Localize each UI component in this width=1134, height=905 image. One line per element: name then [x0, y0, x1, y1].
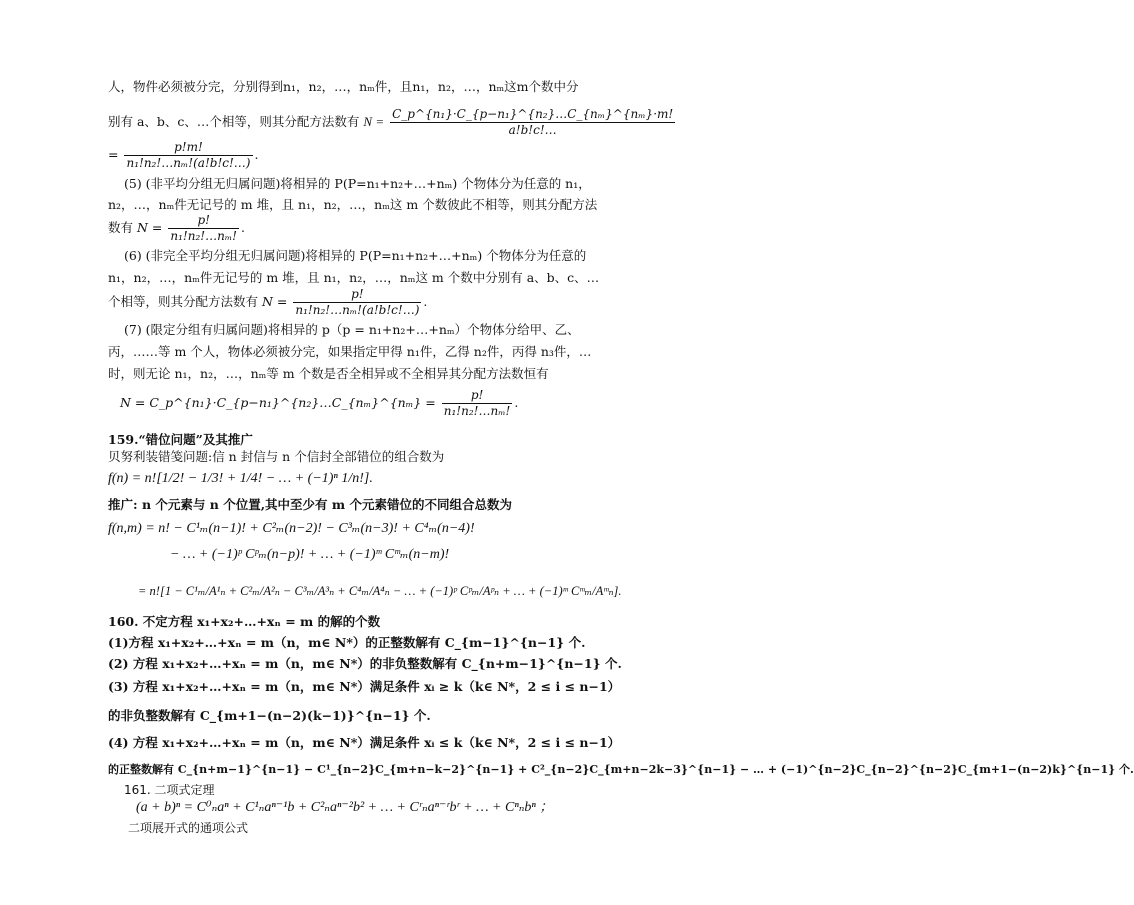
text-line-24: (4) 方程 x₁+x₂+…+xₙ = m（n，m∈ N*）满足条件 xᵢ ≤ k（k∈ N*，2 ≤ i ≤ n−1）	[108, 735, 621, 750]
text-line-5: n₂，…，nₘ件无记号的 m 堆，且 n₁，n₂，…，nₘ这 m 个数彼此不相等，则其分配方法	[108, 197, 598, 212]
fraction-formula: $\frac{p!m!}{\text{n₁!n₂!…nₘ!(a!b!c!…)}}$	[126, 140, 251, 170]
fraction-formula: $\frac{p!}{\text{n₁!n₂!…nₘ!}}$	[170, 213, 238, 243]
text-line-14: 贝努利装错笺问题:信 n 封信与 n 个信封全部错位的组合数为	[108, 449, 445, 464]
formula-line-19: = n![1 − C¹ₘ/A¹ₙ + C²ₘ/A²ₙ − C³ₘ/A³ₙ + C⁴ₘ/A⁴ₙ − … + (−1)ᵖ Cᵖₘ/Aᵖₙ + … + (−1)ᵐ Cᵐₘ/Aᵐₙ].	[138, 584, 622, 598]
text-line-21: (2) 方程 x₁+x₂+…+xₙ = m（n，m∈ N*）的非负整数解有 C_{n+m−1}^{n−1} 个.	[108, 656, 622, 671]
text-line-3: = $\frac{p!m!}{\text{n₁!n₂!…nₘ!(a!b!c!…)}}$ .	[108, 140, 259, 170]
text-line-9: 个相等，则其分配方法数有 N = $\frac{p!}{\text{n₁!n₂!…nₘ!(a!b!c!…)}}$ .	[108, 287, 428, 317]
formula-line-13: N = C_p^{n₁}·C_{p−n₁}^{n₂}…C_{nₘ}^{nₘ} = $\frac{p!}{\text{n₁!n₂!…nₘ!}}$ .	[120, 388, 519, 418]
formula-line-18: − … + (−1)ᵖ Cᵖₘ(n−p)! + … + (−1)ᵐ Cᵐₘ(n−m)!	[170, 547, 450, 562]
text-line-2: 别有 a、b、c、…个相等，则其分配方法数有 N = $\frac{\text{C\_p\textasciicircum{}\{n₁\}·C\_\{p−n₁\}\textasciicircum{}\{n₂\}…C\_\{nₘ\}\textasciicircum{}\{nₘ\}·m!}}{a!b!c!\dots}$	[108, 107, 674, 137]
formula-line-17: f(n,m) = n! − C¹ₘ(n−1)! + C²ₘ(n−2)! − C³ₘ(n−3)! + C⁴ₘ(n−4)!	[108, 521, 475, 536]
section-heading-161: 161. 二项式定理	[124, 783, 215, 797]
section-heading-159: 159.“错位问题”及其推广	[108, 432, 253, 447]
text-line-25: 的正整数解有 C_{n+m−1}^{n−1} − C¹_{n−2}C_{m+n−k−2}^{n−1} + C²_{n−2}C_{m+n−2k−3}^{n−1} − … + (−1)^{n−2}C_{n−2}^{n−2}C_{m+1−(n−2)k}^{n−1} 个.	[108, 763, 1134, 776]
fraction-formula: $\frac{p!}{\text{n₁!n₂!…nₘ!(a!b!c!…)}}$	[295, 287, 420, 317]
section-heading-160: 160. 不定方程 x₁+x₂+…+xₙ = m 的解的个数	[108, 614, 381, 629]
text-line-12: 时，则无论 n₁，n₂，…，nₘ等 m 个数是否全相异或不全相异其分配方法数恒有	[108, 366, 549, 381]
fraction-formula: $\frac{p!}{\text{n₁!n₂!…nₘ!}}$	[443, 388, 511, 418]
formula-line-26: (a + b)ⁿ = C⁰ₙaⁿ + C¹ₙaⁿ⁻¹b + C²ₙaⁿ⁻²b² + … + Cʳₙaⁿ⁻ʳbʳ + … + Cⁿₙbⁿ ；	[136, 800, 554, 815]
formula-line-15: f(n) = n![1/2! − 1/3! + 1/4! − … + (−1)ⁿ 1/n!].	[108, 471, 373, 486]
text-line-27: 二项展开式的通项公式	[128, 821, 249, 835]
text-line-4: (5) (非平均分组无归属问题)将相异的 P(P=n₁+n₂+…+nₘ) 个物体分为任意的 n₁，	[124, 176, 591, 191]
text-line-20: (1)方程 x₁+x₂+…+xₙ = m（n，m∈ N*）的正整数解有 C_{m−1}^{n−1} 个.	[108, 635, 586, 650]
text-line-11: 丙，……等 m 个人，物体必须被分完，如果指定甲得 n₁件，乙得 n₂件，丙得 n₃件，…	[108, 344, 592, 359]
text-line-10: (7) (限定分组有归属问题)将相异的 p（p = n₁+n₂+…+nₘ）个物体分给甲、乙、	[124, 322, 580, 337]
text-line-8: n₁，n₂，…，nₘ件无记号的 m 堆，且 n₁，n₂，…，nₘ这 m 个数中分别有 a、b、c、…	[108, 270, 600, 285]
text-line-22: (3) 方程 x₁+x₂+…+xₙ = m（n，m∈ N*）满足条件 xᵢ ≥ k（k∈ N*，2 ≤ i ≤ n−1）	[108, 679, 621, 694]
text-line-23: 的非负整数解有 C_{m+1−(n−2)(k−1)}^{n−1} 个.	[108, 708, 431, 723]
text-line-7: (6) (非完全平均分组无归属问题)将相异的 P(P=n₁+n₂+…+nₘ) 个物体分为任意的	[124, 248, 587, 263]
text-line-16: 推广: n 个元素与 n 个位置,其中至少有 m 个元素错位的不同组合总数为	[108, 497, 512, 512]
fraction-formula: $\frac{\text{C\_p\textasciicircum{}\{n₁\}·C\_\{p−n₁\}\textasciicircum{}\{n₂\}…C\_\{nₘ\}\textasciicircum{}\{nₘ\}·m!}}{a!b!c!\dots}$	[392, 107, 674, 137]
text-line-6: 数有 N = $\frac{p!}{\text{n₁!n₂!…nₘ!}}$ .	[108, 213, 245, 243]
text-line-1: 人，物件必须被分完，分别得到n₁，n₂，…，nₘ件，且n₁，n₂，…，nₘ这m个数中分	[108, 79, 579, 94]
